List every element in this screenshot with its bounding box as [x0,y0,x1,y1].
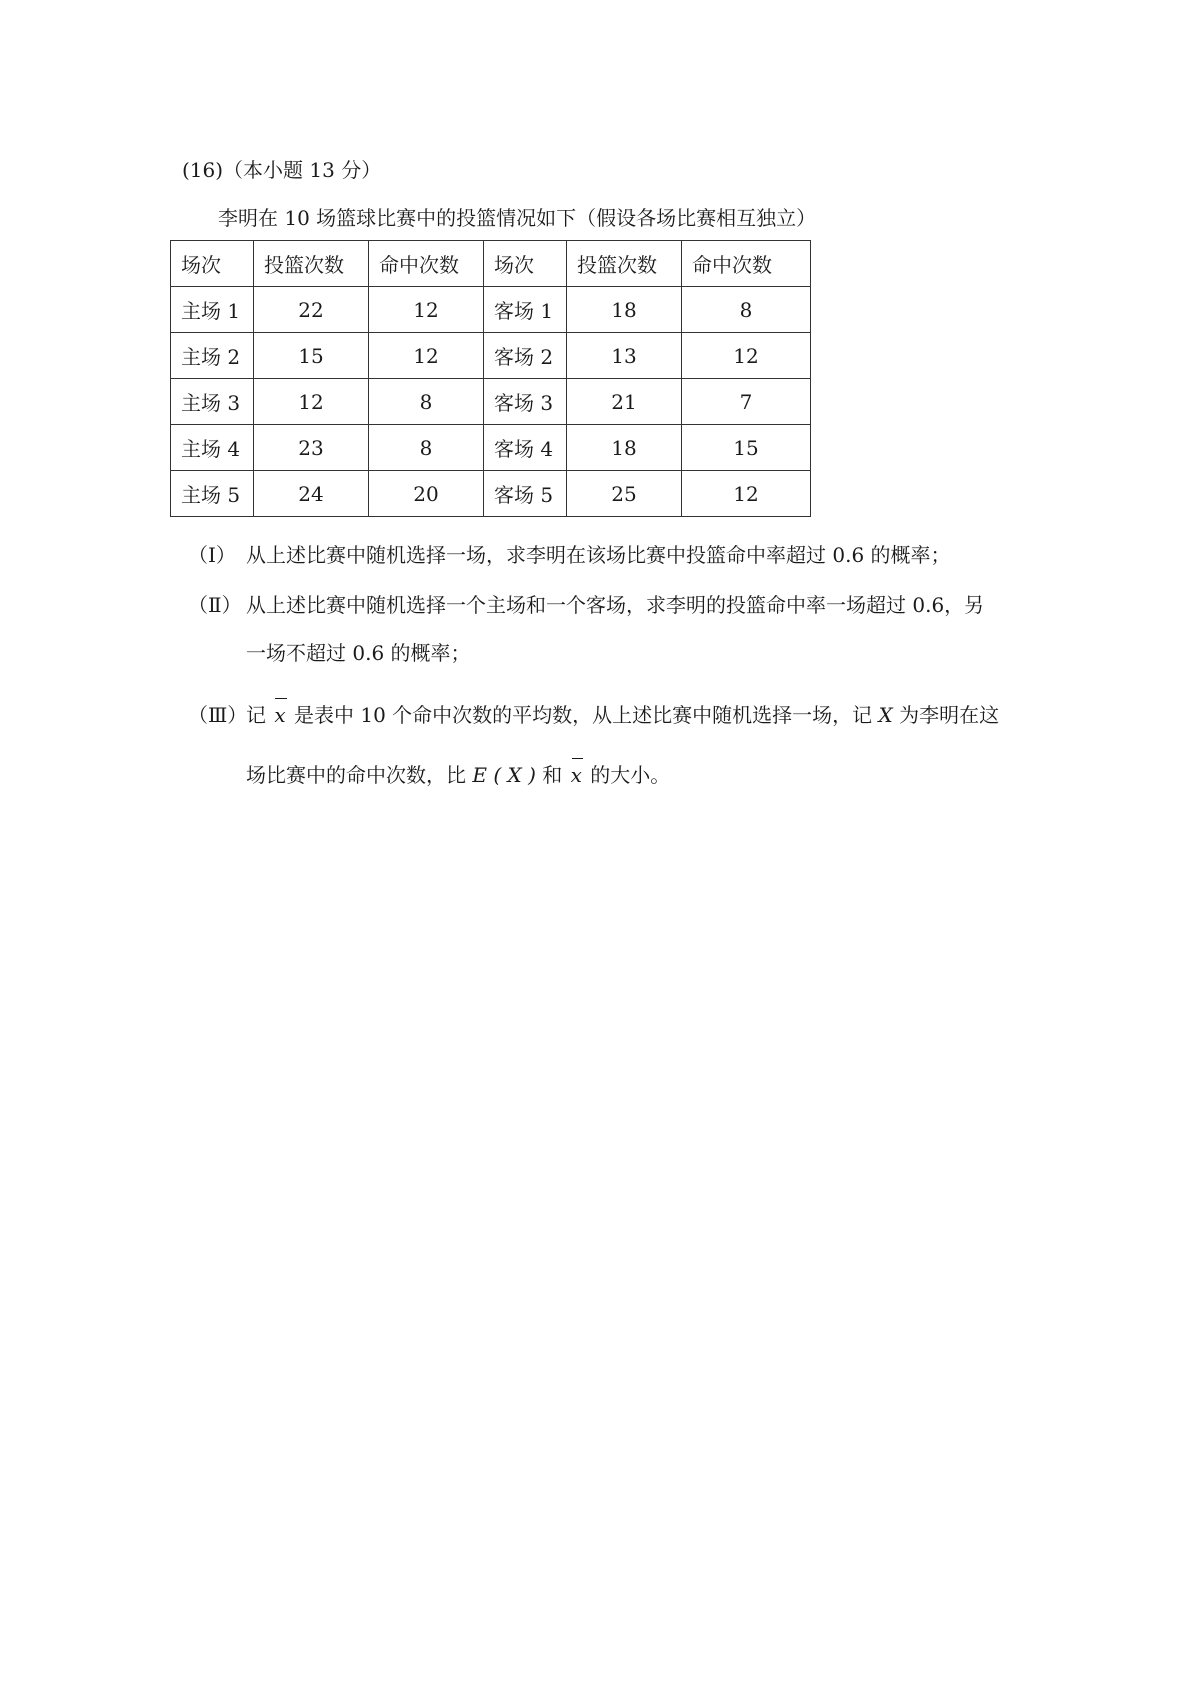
q3-text-c: 为李明在这 [899,703,1000,727]
table-cell: 12 [254,379,369,425]
random-variable-x: X [878,703,893,727]
question-1-text: 从上述比赛中随机选择一场，求李明在该场比赛中投篮命中率超过 0.6 的概率； [246,543,951,567]
table-cell: 22 [254,287,369,333]
question-3-label: （Ⅲ） [188,703,248,727]
table-cell: 25 [567,471,682,517]
table-cell: 主场 1 [171,287,254,333]
q3-text-b: 是表中 10 个命中次数的平均数，从上述比赛中随机选择一场，记 [294,703,873,727]
table-cell: 7 [682,379,811,425]
table-header-row [171,241,811,287]
table-cell: 客场 5 [484,471,567,517]
header-cell: 投篮次数 [567,241,682,287]
problem-heading: (16)（本小题 13 分） [182,158,382,182]
table-cell: 8 [369,379,484,425]
table-row [171,425,811,471]
expectation-expr: E ( X ) [472,763,536,787]
q3-cont-a: 场比赛中的命中次数，比 [246,763,466,787]
question-2-label: （Ⅱ） [188,593,242,617]
table-cell: 15 [682,425,811,471]
table-cell: 主场 3 [171,379,254,425]
question-2-cont-text: 一场不超过 0.6 的概率； [246,641,471,665]
problem-intro: 李明在 10 场篮球比赛中的投篮情况如下（假设各场比赛相互独立） [218,206,817,230]
header-cell: 投篮次数 [254,241,369,287]
table-cell: 12 [682,333,811,379]
table-cell: 客场 4 [484,425,567,471]
table-row [171,287,811,333]
header-cell: 命中次数 [682,241,811,287]
table-cell: 客场 3 [484,379,567,425]
table-cell: 8 [682,287,811,333]
table-cell: 12 [369,287,484,333]
table-row [171,471,811,517]
table-cell: 12 [369,333,484,379]
x-bar-symbol: x [570,763,582,787]
table-cell: 20 [369,471,484,517]
table-cell: 8 [369,425,484,471]
question-3-cont-text [246,763,670,787]
q3-text-a: 记 [246,703,266,727]
q3-cont-b: 和 [542,763,563,787]
table-cell: 21 [567,379,682,425]
header-cell: 命中次数 [369,241,484,287]
table-row [171,379,811,425]
table-cell: 18 [567,425,682,471]
table-cell: 15 [254,333,369,379]
table-cell: 23 [254,425,369,471]
q3-cont-c: 的大小。 [590,763,671,787]
table-cell: 13 [567,333,682,379]
table-cell: 客场 1 [484,287,567,333]
table-cell: 主场 4 [171,425,254,471]
question-1-label: （Ⅰ） [188,543,236,567]
x-bar-symbol: x [274,703,286,727]
table-cell: 12 [682,471,811,517]
header-cell: 场次 [484,241,567,287]
header-cell: 场次 [171,241,254,287]
question-3-text [246,703,999,727]
table-row [171,333,811,379]
table-cell: 客场 2 [484,333,567,379]
table-cell: 主场 2 [171,333,254,379]
shooting-table [170,240,811,517]
question-2-text: 从上述比赛中随机选择一个主场和一个客场，求李明的投篮命中率一场超过 0.6，另 [246,593,985,617]
table-cell: 18 [567,287,682,333]
table-cell: 主场 5 [171,471,254,517]
table-cell: 24 [254,471,369,517]
